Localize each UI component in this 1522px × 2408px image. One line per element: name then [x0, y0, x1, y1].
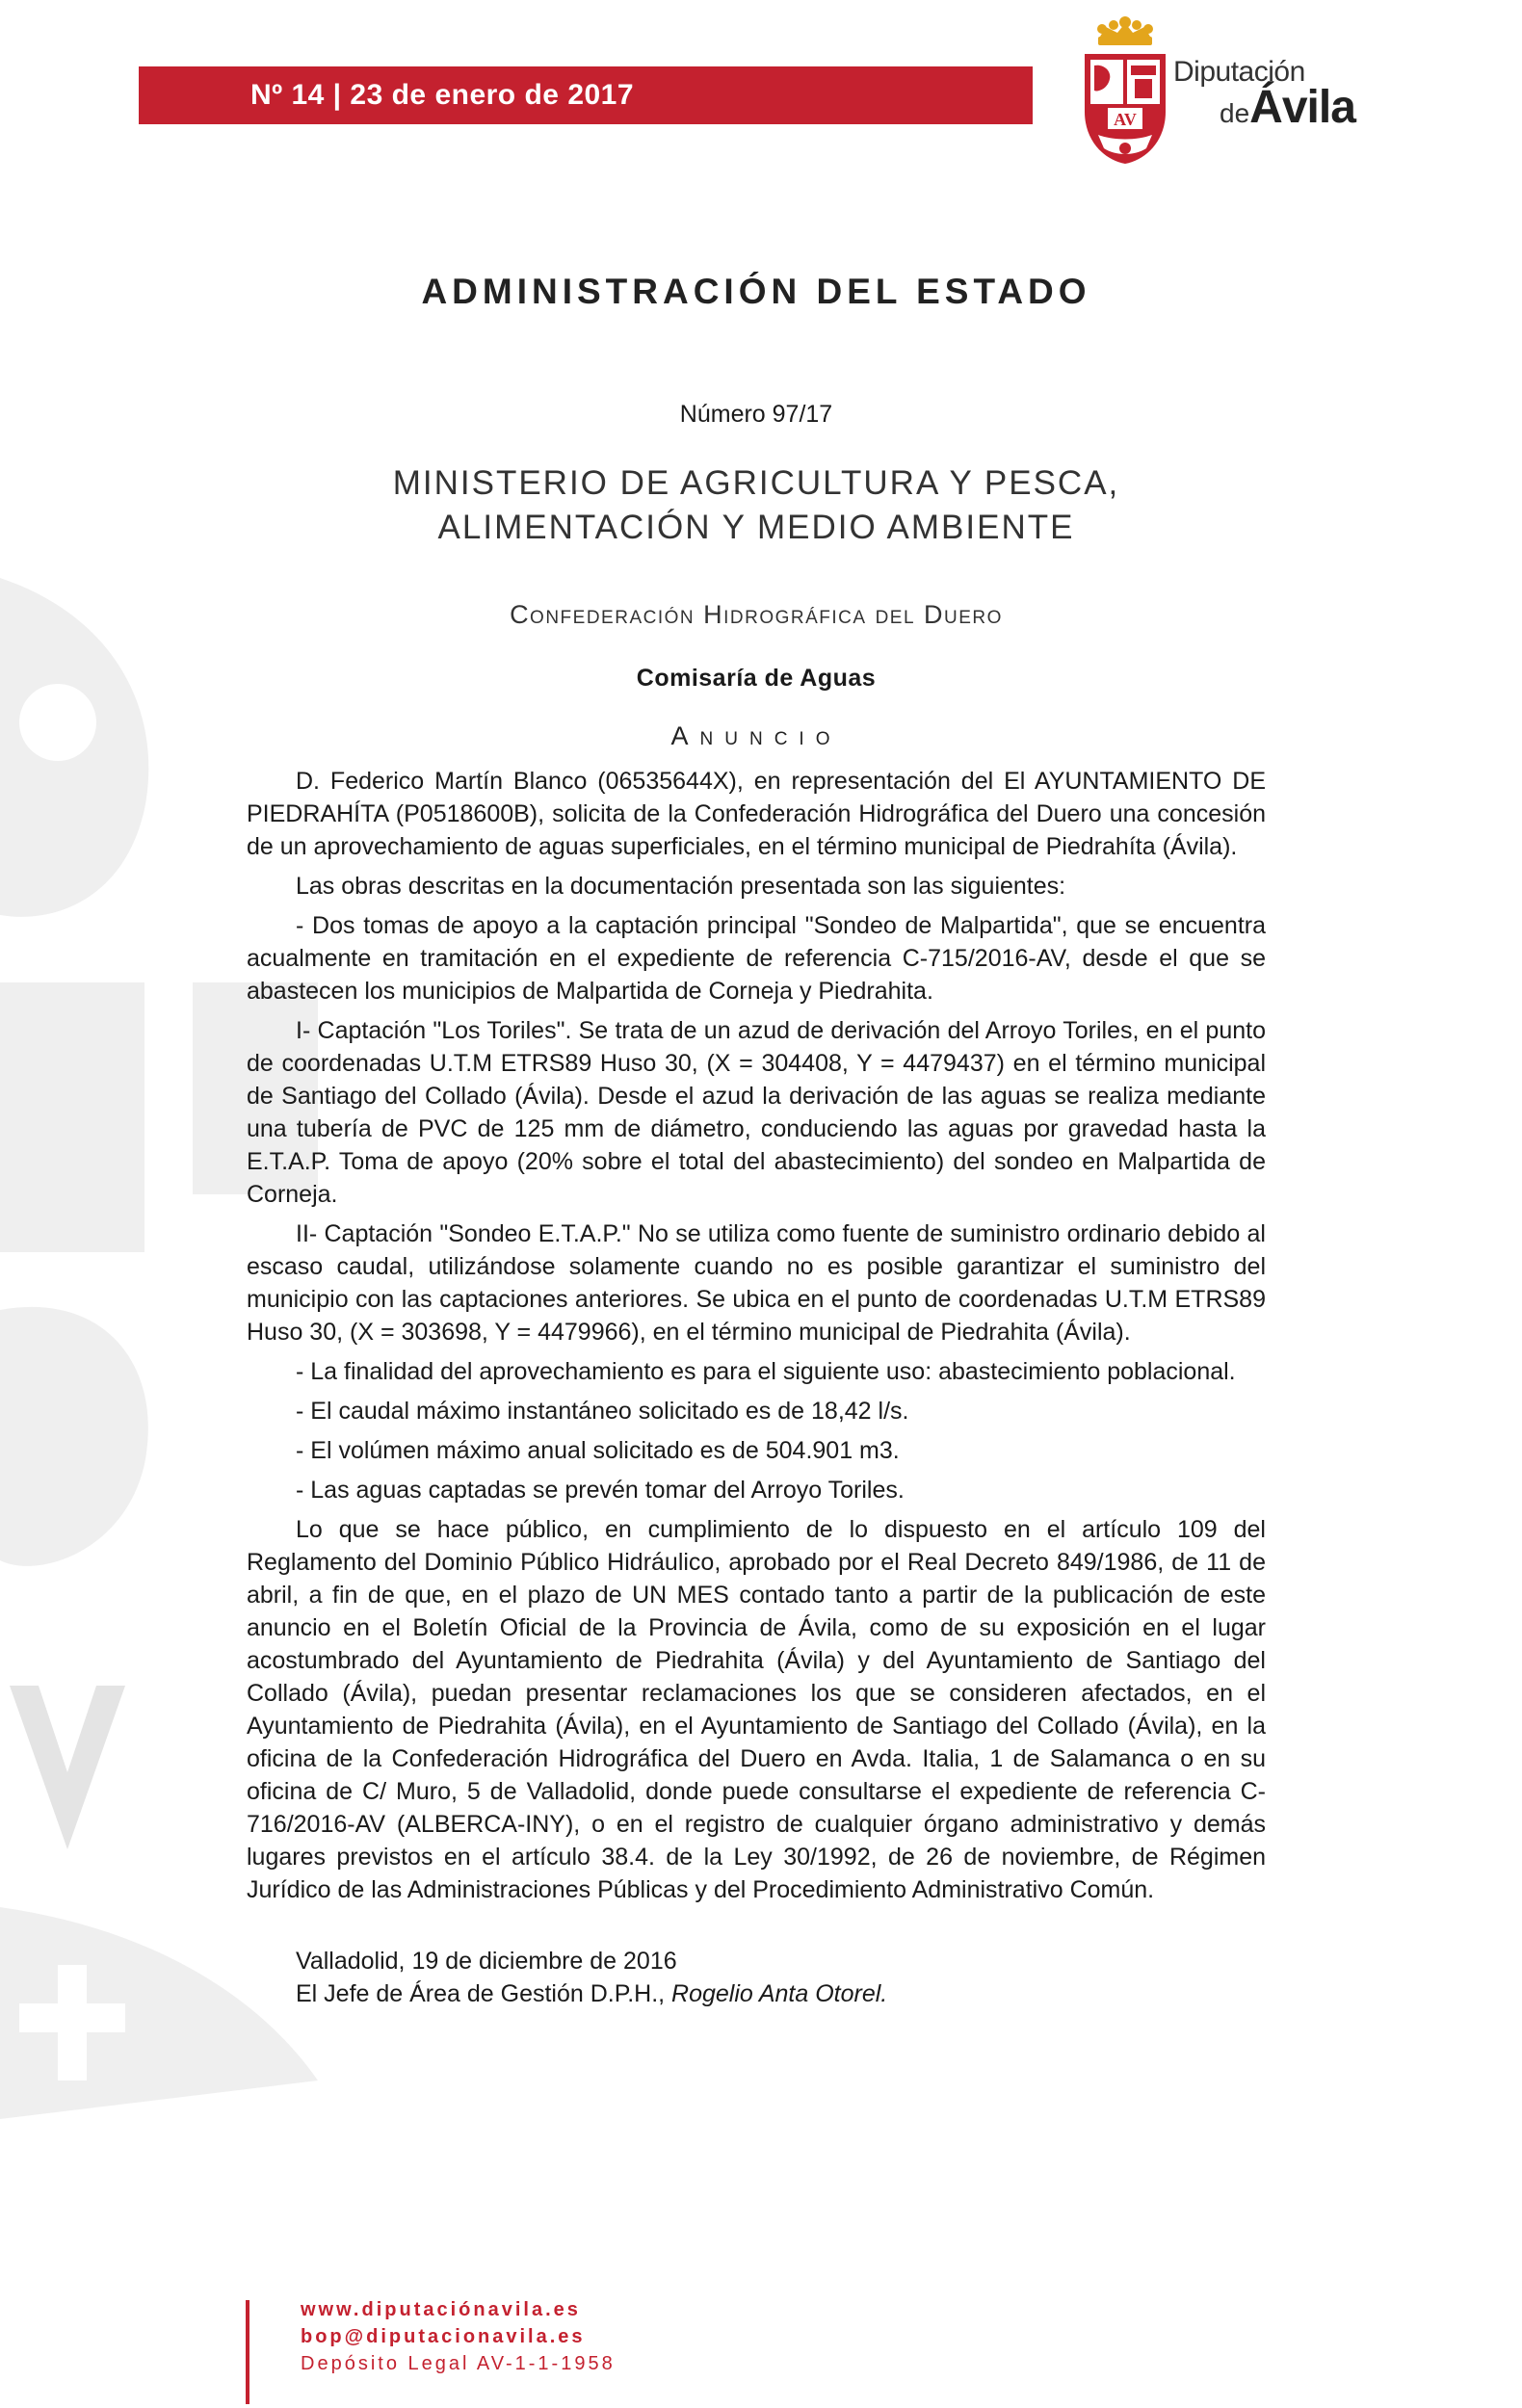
ministry-name	[247, 461, 1266, 550]
ministry-line-1: MINISTERIO DE AGRICULTURA Y PESCA,	[392, 464, 1120, 502]
signature-line	[247, 1977, 1266, 2010]
department-name: Comisaría de Aguas	[636, 665, 877, 692]
paragraph: - Dos tomas de apoyo a la captación principal "Sondeo de Malpartida", que se encuentra acualmente en tramitación en el expediente de referencia C-715/2016-AV, desde el que se abastecen los municipios de Malpartida de Corneja y Piedrahita.	[247, 912, 1266, 1005]
paragraph: - Las aguas captadas se prevén tomar del Arroyo Toriles.	[296, 1477, 905, 1504]
logo-avila: Ávila	[1249, 82, 1355, 133]
paragraph: - La finalidad del aprovechamiento es para el siguiente uso: abastecimiento poblacional.	[296, 1358, 1236, 1385]
confederation-name: Confederación Hidrográfica del Duero	[510, 600, 1003, 629]
paragraph: I- Captación "Los Toriles". Se trata de un azud de derivación del Arroyo Toriles, en el punto de coordenadas U.T.M ETRS89 Huso 30, (X = 304408, Y = 4479437) en el término municipal de Santiago del Collado (Ávila). Desde el azud la derivación de las aguas se realiza mediante una tubería de PVC de 125 mm de diámetro, conduciendo las aguas por gravedad hasta la E.T.A.P. Toma de apoyo (20% sobre el total del abastecimiento) del sondeo en Malpartida de Corneja.	[247, 1017, 1266, 1208]
logo-de-avila	[1220, 82, 1355, 135]
anuncio-heading: Anuncio	[670, 721, 842, 750]
svg-text:AV: AV	[1114, 110, 1137, 129]
paragraph: Lo que se hace público, en cumplimiento de lo dispuesto en el artículo 109 del Reglamento del Dominio Público Hidráulico, aprobado por el Real Decreto 849/1986, de 11 de abril, a fin de que, en el plazo de UN MES contado tanto a partir de la publicación de este anuncio en el Boletín Oficial de la Provincia de Ávila, como de su exposición en el lugar acostumbrado del Ayuntamiento de Piedrahita (Ávila) y del Ayuntamiento de Santiago del Collado (Ávila), puedan presentar reclamaciones los que se consideren afectados, en el Ayuntamiento de Piedrahita (Ávila), en el Ayuntamiento de Santiago del Collado (Ávila), en la oficina de la Confederación Hidrográfica del Duero en Avda. Italia, 1 de Salamanca o en su oficina de C/ Muro, 5 de Valladolid, donde puede consultarse el expediente de referencia C- 716/2016-AV (ALBERCA-INY), o en el registro de cualquier órgano administrativo y demás lugares previstos en el artículo 38.4. de la Ley 30/1992, de 26 de noviembre, de Régimen Jurídico de las Administraciones Públicas y del Procedimiento Administrativo Común.	[247, 1516, 1266, 1903]
footer-website-link[interactable]: www.diputaciónavila.es	[301, 2299, 581, 2320]
footer-email-link[interactable]: bop@diputacionavila.es	[301, 2326, 586, 2347]
diputacion-avila-logo	[1079, 15, 1387, 170]
issue-number-date: Nº 14 | 23 de enero de 2017	[250, 79, 635, 111]
footer-divider	[246, 2300, 249, 2404]
shield-crest-icon	[1079, 15, 1171, 170]
signature-role: El Jefe de Área de Gestión D.P.H.,	[296, 1980, 672, 2007]
announcement-number: Número 97/17	[679, 401, 833, 428]
logo-diputacion: Diputación	[1173, 56, 1305, 88]
paragraph: - El volúmen máximo anual solicitado es de 504.901 m3.	[296, 1437, 900, 1464]
section-title: ADMINISTRACIÓN DEL ESTADO	[421, 272, 1091, 311]
signature-date: Valladolid, 19 de diciembre de 2016	[296, 1948, 677, 1975]
paragraph: D. Federico Martín Blanco (06535644X), en representación del El AYUNTAMIENTO DE PIEDRAHÍTA (P0518600B), solicita de la Confederación Hidrográfica del Duero una concesión de un aprovechamiento de aguas superficiales, en el término municipal de Piedrahíta (Ávila).	[247, 768, 1266, 860]
logo-de: de	[1220, 98, 1250, 128]
paragraph: - El caudal máximo instantáneo solicitado es de 18,42 l/s.	[296, 1398, 909, 1425]
ministry-line-2: ALIMENTACIÓN Y MEDIO AMBIENTE	[437, 509, 1075, 546]
document-body	[247, 272, 1266, 2010]
footer-legal-deposit: Depósito Legal AV-1-1-1958	[301, 2353, 616, 2374]
paragraph: II- Captación "Sondeo E.T.A.P." No se utiliza como fuente de suministro ordinario debido al escaso caudal, utilizándose solamente cuando no es posible garantizar el suministro del municipio con las captaciones anteriores. Se ubica en el punto de coordenadas U.T.M ETRS89 Huso 30, (X = 303698, Y = 4479966), en el término municipal de Piedrahita (Ávila).	[247, 1220, 1266, 1346]
footer	[301, 2296, 616, 2377]
paragraph: Las obras descritas en la documentación presentada son las siguientes:	[296, 873, 1066, 900]
logo-wordmark	[1173, 58, 1355, 135]
signature-name: Rogelio Anta Otorel.	[671, 1980, 888, 2007]
issue-bar	[139, 66, 1033, 124]
